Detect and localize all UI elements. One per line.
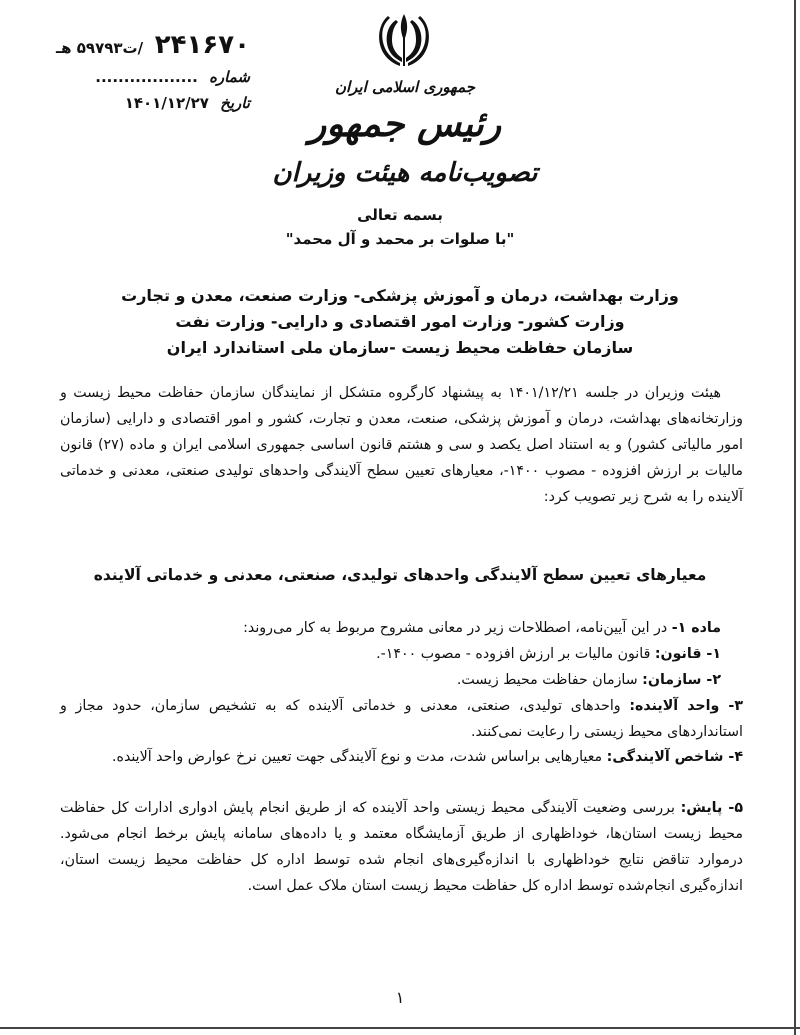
date-label: تاریخ: [220, 94, 250, 112]
cabinet-decree-title: تصویب‌نامه هیئت وزیران: [272, 158, 538, 188]
article-1: [60, 615, 743, 641]
definition-4-text: معیارهایی براساس شدت، مدت و نوع آلایندگی جهت تعیین نرخ عوارض واحد آلاینده.: [112, 749, 607, 765]
president-title: رئیس جمهور: [308, 103, 502, 145]
definition-2-label: ۲- سازمان:: [642, 672, 721, 688]
definition-1-label: ۱- قانون:: [654, 646, 721, 662]
letter-number: ۲۴۱۶۷۰: [154, 30, 250, 60]
bismillah: بسمه تعالی: [357, 206, 443, 224]
letter-number-line: [20, 30, 250, 60]
decree-subject: معیارهای تعیین سطح آلایندگی واحدهای تولیدی، صنعتی، معدنی و خدماتی آلاینده: [93, 566, 707, 584]
iran-emblem-icon: [372, 8, 436, 72]
number-dots: ..................: [95, 68, 198, 86]
date-row: [20, 94, 250, 112]
number-row: [20, 68, 250, 86]
recipients-line-2: وزارت کشور- وزارت امور اقتصادی و دارایی- وزارت نفت: [175, 312, 625, 331]
definition-4-label: ۴- شاخص آلایندگی:: [606, 749, 743, 765]
intro-paragraph: هیئت وزیران در جلسه ۱۴۰۱/۱۲/۲۱ به پیشنهاد کارگروه متشکل از نمایندگان سازمان حفاظت محیط زیست و وزارتخانه‌های بهداشت، درمان و آموزش پزشکی، صنعت، معدن و تجارت، کشور و امور اقتصادی و دارایی (سازمان امور مالیاتی کشور) و به استناد اصل یکصد و سی و هشتم قانون اساسی جمهوری اسلامی ایران و ماده (۲۷) قانون مالیات بر ارزش افزوده - مصوب ۱۴۰۰-، معیارهای تعیین سطح آلایندگی واحدهای تولیدی صنعتی، معدنی و خدماتی آلاینده را به شرح زیر تصویب کرد:: [60, 385, 743, 505]
article-1-label: ماده ۱-: [671, 620, 721, 636]
definition-2: [60, 667, 743, 693]
definition-1-text: قانون مالیات بر ارزش افزوده - مصوب ۱۴۰۰-.: [376, 646, 655, 662]
definition-3: [60, 693, 743, 745]
definition-5: [60, 795, 743, 899]
scan-bottom-edge: [0, 1027, 800, 1029]
definition-3-text: واحدهای تولیدی، صنعتی، معدنی و خدماتی آلاینده که به تشخیص سازمان، حدود مجاز و استانداردهای محیط زیستی را رعایت نمی‌کنند.: [60, 698, 743, 740]
reference-block: [20, 30, 250, 112]
salawat: "با صلوات بر محمد و آل محمد": [285, 230, 515, 248]
republic-title: جمهوری اسلامی ایران: [334, 78, 476, 96]
definition-2-text: سازمان حفاظت محیط زیست.: [456, 672, 643, 688]
definition-5-label: ۵- پایش:: [680, 800, 743, 816]
scan-right-edge: [794, 0, 796, 1035]
definition-1: [60, 641, 743, 667]
definition-5-text: بررسی وضعیت آلایندگی محیط زیستی واحد آلاینده که از طریق انجام پایش ادواری ادارات کل حفاظت محیط زیست استان‌ها، خوداظهاری از طریق آزمایشگاه معتمد و یا داده‌های سامانه پایش برخط انجام می‌شود. درموارد تناقض نتایج خوداظهاری با اندازه‌گیری‌های انجام شده توسط اداره کل حفاظت محیط زیست استان، اندازه‌گیری انجام‌شده توسط اداره کل حفاظت محیط زیست استان ملاک عمل است.: [60, 800, 743, 894]
file-reference: /ت۵۹۷۹۳ هـ: [56, 39, 144, 57]
date-value: ۱۴۰۱/۱۲/۲۷: [124, 94, 209, 112]
recipients-line-3: سازمان حفاظت محیط زیست -سازمان ملی استاندارد ایران: [166, 338, 634, 357]
number-label: شماره: [209, 68, 250, 86]
recipients-line-1: وزارت بهداشت، درمان و آموزش پزشکی- وزارت صنعت، معدن و تجارت: [121, 286, 679, 305]
article-1-text: در این آیین‌نامه، اصطلاحات زیر در معانی مشروح مربوط به کار می‌روند:: [243, 620, 672, 636]
definition-3-label: ۳- واحد آلاینده:: [629, 698, 743, 714]
definition-4: [60, 744, 743, 770]
page-number: ۱: [395, 988, 405, 1007]
